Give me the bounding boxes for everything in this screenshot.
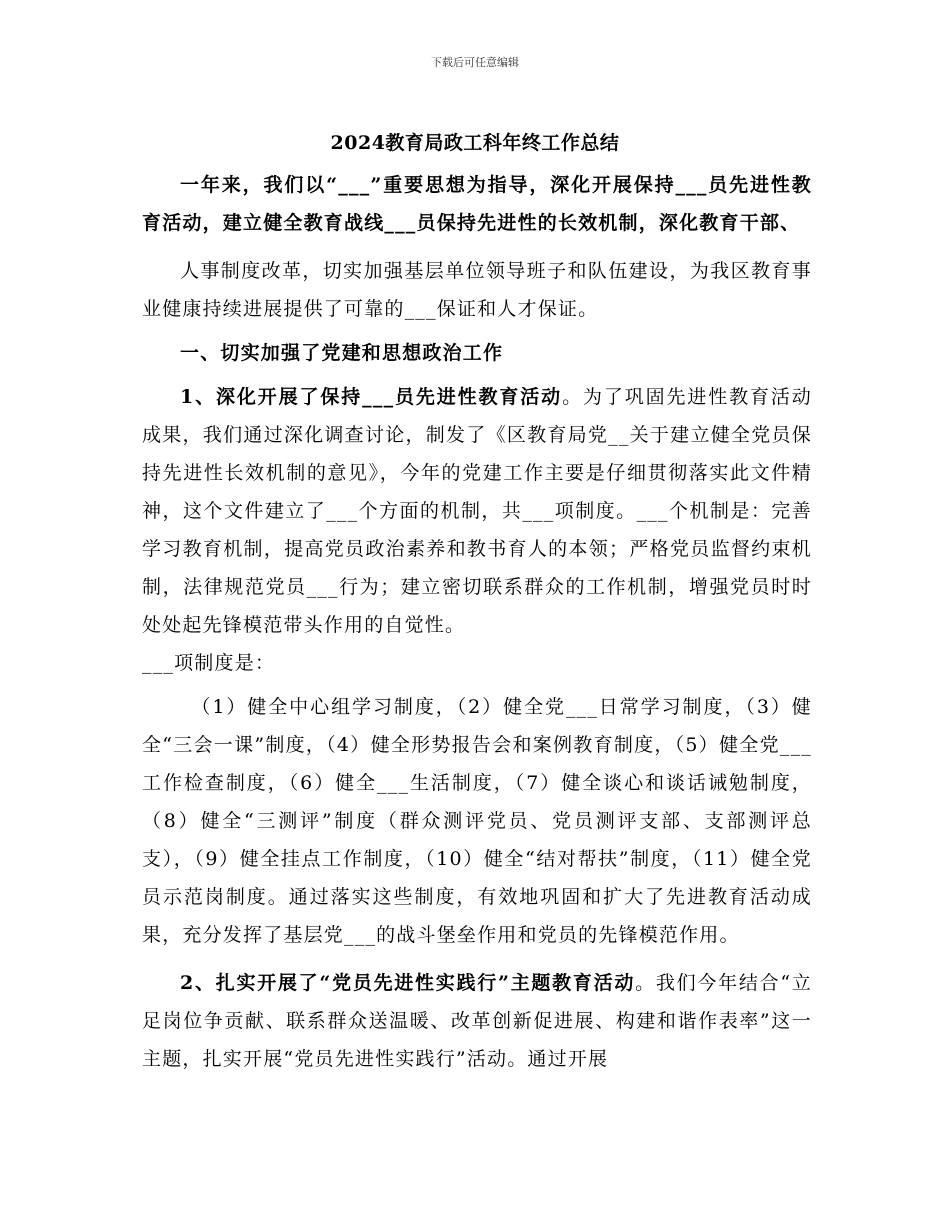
section-heading-1: 一、切实加强了党建和思想政治工作	[180, 342, 504, 364]
item-1-tail: ___项制度是：	[142, 652, 276, 674]
document-title: 2024教育局政工科年终工作总结	[330, 132, 620, 154]
item-2-heading: 2、扎实开展了“党员先进性实践行”主题教育活动	[180, 972, 636, 994]
item-2-body: 。我们今年结合“立足岗位争贡献、联系群众送温暖、改革创新促进展、构建和谐作表率”这一主题，扎实开展“党员先进性实践行”活动。通过开展	[142, 972, 813, 1070]
item-1-heading: 1、深化开展了保持___员先进性教育活动	[180, 386, 563, 408]
item-1-body: 。为了巩固先进性教育活动成果，我们通过深化调查讨论，制发了《区教育局党__关于建立健全党员保持先进性长效机制的意见》，今年的党建工作主要是仔细贯彻落实此文件精神，这个文件建立了___个方面的机制，共___项制度。___个机制是：完善学习教育机制，提高党员政治素养和教书育人的本领；严格党员监督约束机制，法律规范党员___行为；建立密切联系群众的工作机制，增强党员时时处处起先锋模范带头作用的自觉性。	[142, 386, 812, 636]
item-1-paragraph	[142, 378, 812, 644]
intro-paragraph: 一年来，我们以“___”重要思想为指导，深化开展保持___员先进性教育活动，建立健全教育战线___员保持先进性的长效机制，深化教育干部、	[142, 174, 812, 234]
item-2-paragraph	[142, 964, 812, 1078]
reform-paragraph: 人事制度改革，切实加强基层单位领导班子和队伍建设，为我区教育事业健康持续进展提供了可靠的___保证和人才保证。	[142, 260, 812, 320]
document-body	[142, 166, 812, 1078]
header-note: 下载后可任意编辑	[431, 56, 519, 69]
rules-paragraph: （1）健全中心组学习制度，（2）健全党___日常学习制度，（3）健全“三会一课”制度，（4）健全形势报告会和案例教育制度，（5）健全党___工作检查制度，（6）健全___生活制度，（7）健全谈心和谈话诫勉制度，（8）健全“三测评”制度（群众测评党员、党员测评支部、支部测评总支），（9）健全挂点工作制度，（10）健全“结对帮扶”制度，（11）健全党员示范岗制度。通过落实这些制度，有效地巩固和扩大了先进教育活动成果，充分发挥了基层党___的战斗堡垒作用和党员的先锋模范作用。	[142, 696, 812, 946]
